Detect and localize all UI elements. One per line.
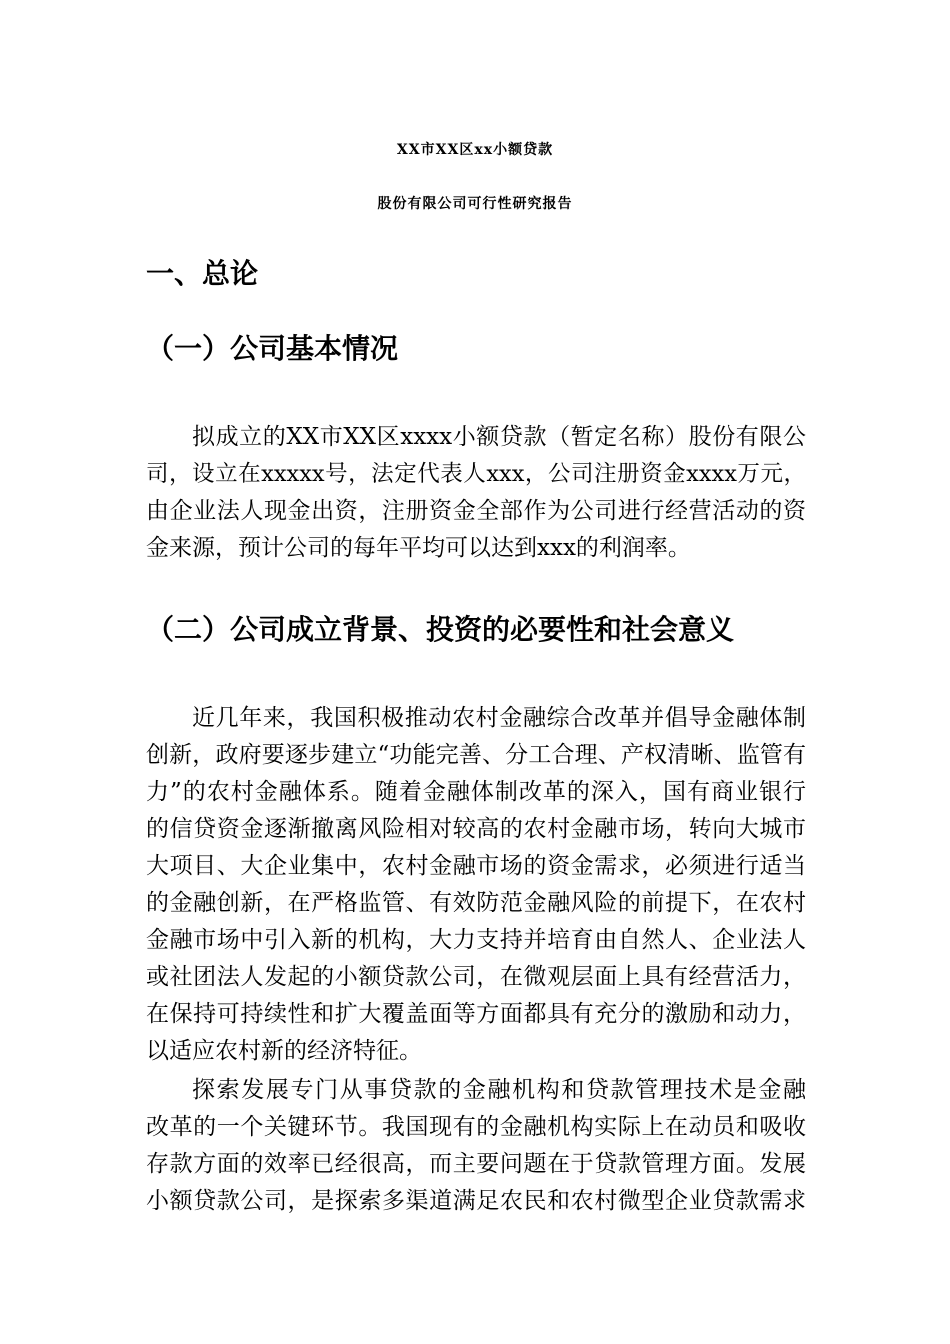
paragraph-line: 金融市场中引入新的机构，大力支持并培育由自然人、企业法人 bbox=[146, 927, 806, 953]
paragraph-line: 司，设立在xxxxx号，法定代表人xxx，公司注册资金xxxx万元， bbox=[146, 461, 806, 487]
document-title-line-1: XX市XX区xx小额贷款 bbox=[396, 142, 554, 158]
paragraph-line: 力”的农村金融体系。随着金融体制改革的深入，国有商业银行 bbox=[146, 779, 806, 805]
paragraph-line: 以适应农村新的经济特征。 bbox=[146, 1038, 422, 1064]
paragraph-background-1 bbox=[146, 700, 806, 1070]
paragraph-background-2 bbox=[146, 1072, 806, 1220]
paragraph-line: 近几年来，我国积极推动农村金融综合改革并倡导金融体制 bbox=[192, 705, 806, 731]
document-title-line-2: 股份有限公司可行性研究报告 bbox=[377, 196, 573, 212]
subsection-heading-company-basics: （一）公司基本情况 bbox=[146, 332, 399, 365]
paragraph-line: 创新，政府要逐步建立“功能完善、分工合理、产权清晰、监管有 bbox=[146, 742, 806, 768]
paragraph-line: 金来源，预计公司的每年平均可以达到xxx的利润率。 bbox=[146, 535, 691, 561]
subsection-heading-background: （二）公司成立背景、投资的必要性和社会意义 bbox=[146, 613, 735, 646]
paragraph-line: 由企业法人现金出资，注册资金全部作为公司进行经营活动的资 bbox=[146, 498, 806, 524]
paragraph-line: 探索发展专门从事贷款的金融机构和贷款管理技术是金融 bbox=[192, 1077, 806, 1103]
paragraph-line: 改革的一个关键环节。我国现有的金融机构实际上在动员和吸收 bbox=[146, 1114, 806, 1140]
paragraph-line: 大项目、大企业集中，农村金融市场的资金需求，必须进行适当 bbox=[146, 853, 806, 879]
paragraph-line: 拟成立的XX市XX区xxxx小额贷款（暂定名称）股份有限公 bbox=[192, 424, 806, 450]
paragraph-line: 或社团法人发起的小额贷款公司，在微观层面上具有经营活力， bbox=[146, 964, 806, 990]
paragraph-company-basics bbox=[146, 419, 806, 567]
paragraph-line: 的金融创新，在严格监管、有效防范金融风险的前提下，在农村 bbox=[146, 890, 806, 916]
paragraph-line: 在保持可持续性和扩大覆盖面等方面都具有充分的激励和动力， bbox=[146, 1001, 806, 1027]
paragraph-line: 存款方面的效率已经很高，而主要问题在于贷款管理方面。发展 bbox=[146, 1151, 806, 1177]
paragraph-line: 的信贷资金逐渐撤离风险相对较高的农村金融市场，转向大城市 bbox=[146, 816, 806, 842]
section-heading-general: 一、总论 bbox=[146, 257, 259, 290]
paragraph-line: 小额贷款公司，是探索多渠道满足农民和农村微型企业贷款需求 bbox=[146, 1188, 806, 1214]
